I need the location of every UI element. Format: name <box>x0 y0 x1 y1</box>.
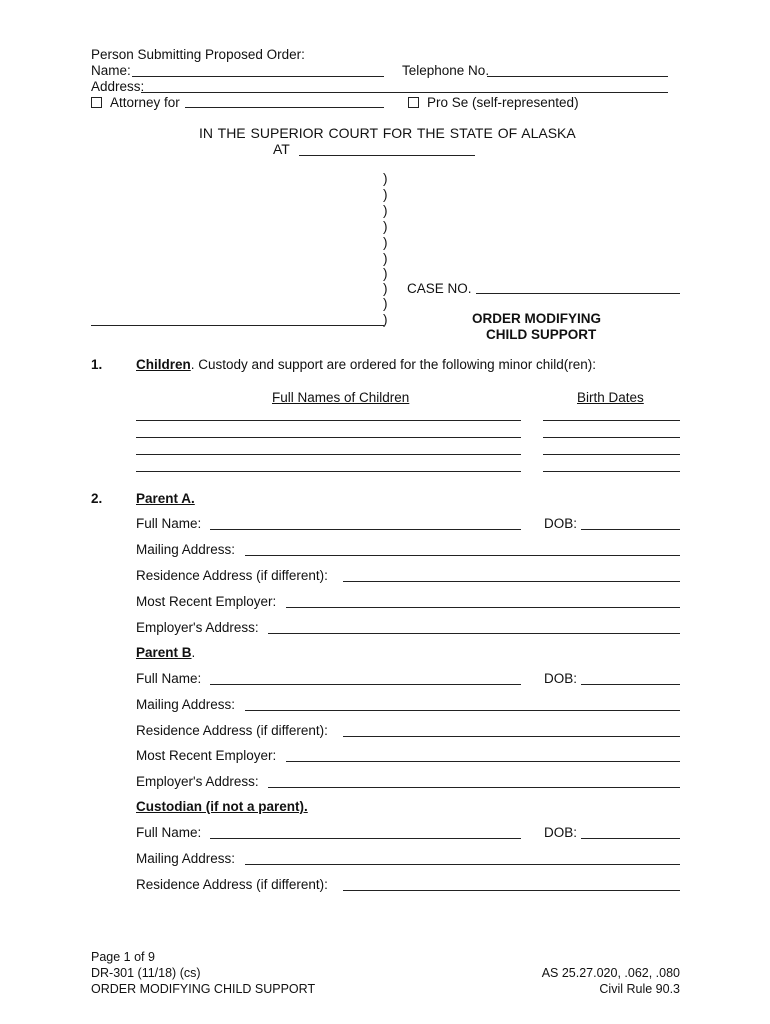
prose-label: Pro Se (self-represented) <box>427 95 579 110</box>
caption-paren: ) <box>383 251 388 266</box>
custodian-full-name-field[interactable] <box>210 838 521 839</box>
prose-option[interactable] <box>408 95 579 110</box>
parent-a-full-name-field[interactable] <box>210 529 521 530</box>
court-location-label: AT <box>273 141 290 157</box>
parent-b-full-name-field[interactable] <box>210 684 521 685</box>
parent-a-residence-field[interactable] <box>343 581 680 582</box>
address-label: Address: <box>91 79 145 94</box>
child-birthdate-field[interactable] <box>543 454 680 455</box>
parent-b-employer-label: Most Recent Employer: <box>136 748 277 763</box>
parent-b-dob-label: DOB: <box>544 671 578 686</box>
caption-paren: ) <box>383 296 388 311</box>
parent-a-full-name-label: Full Name: <box>136 516 202 531</box>
caption-paren: ) <box>383 312 388 327</box>
custodian-dob-field[interactable] <box>581 838 680 839</box>
children-names-header: Full Names of Children <box>272 390 410 405</box>
parent-b-mailing-field[interactable] <box>245 710 680 711</box>
child-name-field[interactable] <box>136 454 521 455</box>
custodian-dob-label: DOB: <box>544 825 578 840</box>
custodian-heading: Custodian (if not a parent). <box>136 799 308 814</box>
section-1-text <box>136 357 596 372</box>
caption-paren: ) <box>383 203 388 218</box>
parent-b-dob-field[interactable] <box>581 684 680 685</box>
section-1-number: 1. <box>91 357 103 372</box>
caption-paren: ) <box>383 187 388 202</box>
caption-paren: ) <box>383 266 388 281</box>
telephone-label: Telephone No. <box>402 63 490 78</box>
child-birthdate-field[interactable] <box>543 471 680 472</box>
order-title-line-1: ORDER MODIFYING <box>472 311 602 326</box>
parent-b-heading <box>136 645 195 660</box>
child-birthdate-field[interactable] <box>543 420 680 421</box>
child-name-field[interactable] <box>136 437 521 438</box>
parent-b-heading-text: Parent B <box>136 645 192 660</box>
parent-b-mailing-label: Mailing Address: <box>136 697 236 712</box>
parent-b-residence-label: Residence Address (if different): <box>136 723 328 738</box>
caption-paren: ) <box>383 281 388 296</box>
footer-statute: AS 25.27.020, .062, .080 <box>541 966 680 980</box>
child-birthdate-field[interactable] <box>543 437 680 438</box>
case-no-label: CASE NO. <box>407 281 472 296</box>
caption-paren: ) <box>383 171 388 186</box>
caption-paren: ) <box>383 235 388 250</box>
custodian-mailing-label: Mailing Address: <box>136 851 236 866</box>
court-location-field[interactable] <box>299 155 475 156</box>
section-1-body: . Custody and support are ordered for the following minor child(ren): <box>190 357 596 372</box>
custodian-full-name-label: Full Name: <box>136 825 202 840</box>
parent-b-full-name-label: Full Name: <box>136 671 202 686</box>
attorney-label: Attorney for <box>110 95 180 110</box>
parent-a-heading: Parent A. <box>136 491 195 506</box>
parent-b-employer-address-label: Employer's Address: <box>136 774 259 789</box>
parent-b-heading-period: . <box>191 645 196 660</box>
custodian-mailing-field[interactable] <box>245 864 680 865</box>
case-no-field[interactable] <box>476 293 680 294</box>
order-title-line-2: CHILD SUPPORT <box>486 327 597 342</box>
custodian-residence-field[interactable] <box>343 890 680 891</box>
footer-form-title: ORDER MODIFYING CHILD SUPPORT <box>91 982 316 996</box>
parent-a-employer-label: Most Recent Employer: <box>136 594 277 609</box>
parent-a-dob-field[interactable] <box>581 529 680 530</box>
address-field[interactable] <box>141 92 668 93</box>
parent-a-residence-label: Residence Address (if different): <box>136 568 328 583</box>
parent-a-employer-field[interactable] <box>286 607 680 608</box>
party-name-field[interactable] <box>91 325 384 326</box>
child-name-field[interactable] <box>136 471 521 472</box>
parent-a-employer-address-label: Employer's Address: <box>136 620 259 635</box>
parent-b-residence-field[interactable] <box>343 736 680 737</box>
court-title: IN THE SUPERIOR COURT FOR THE STATE OF ALASKA <box>199 125 576 141</box>
section-1-heading: Children <box>136 357 191 372</box>
attorney-for-field[interactable] <box>185 107 384 108</box>
name-label: Name: <box>91 63 131 78</box>
page-number: Page 1 of 9 <box>91 950 155 964</box>
parent-b-employer-field[interactable] <box>286 761 680 762</box>
attorney-checkbox[interactable] <box>91 97 102 108</box>
birth-dates-header: Birth Dates <box>577 390 644 405</box>
prose-checkbox[interactable] <box>408 97 419 108</box>
child-name-field[interactable] <box>136 420 521 421</box>
submitter-label: Person Submitting Proposed Order: <box>91 47 305 62</box>
telephone-field[interactable] <box>487 76 668 77</box>
caption-paren: ) <box>383 219 388 234</box>
parent-a-employer-address-field[interactable] <box>268 633 680 634</box>
parent-b-employer-address-field[interactable] <box>268 787 680 788</box>
parent-a-mailing-label: Mailing Address: <box>136 542 236 557</box>
parent-a-dob-label: DOB: <box>544 516 578 531</box>
footer-rule: Civil Rule 90.3 <box>599 982 680 996</box>
attorney-option[interactable] <box>91 95 180 110</box>
custodian-residence-label: Residence Address (if different): <box>136 877 328 892</box>
section-2-number: 2. <box>91 491 103 506</box>
form-number: DR-301 (11/18) (cs) <box>91 966 201 980</box>
name-field[interactable] <box>132 76 384 77</box>
parent-a-mailing-field[interactable] <box>245 555 680 556</box>
